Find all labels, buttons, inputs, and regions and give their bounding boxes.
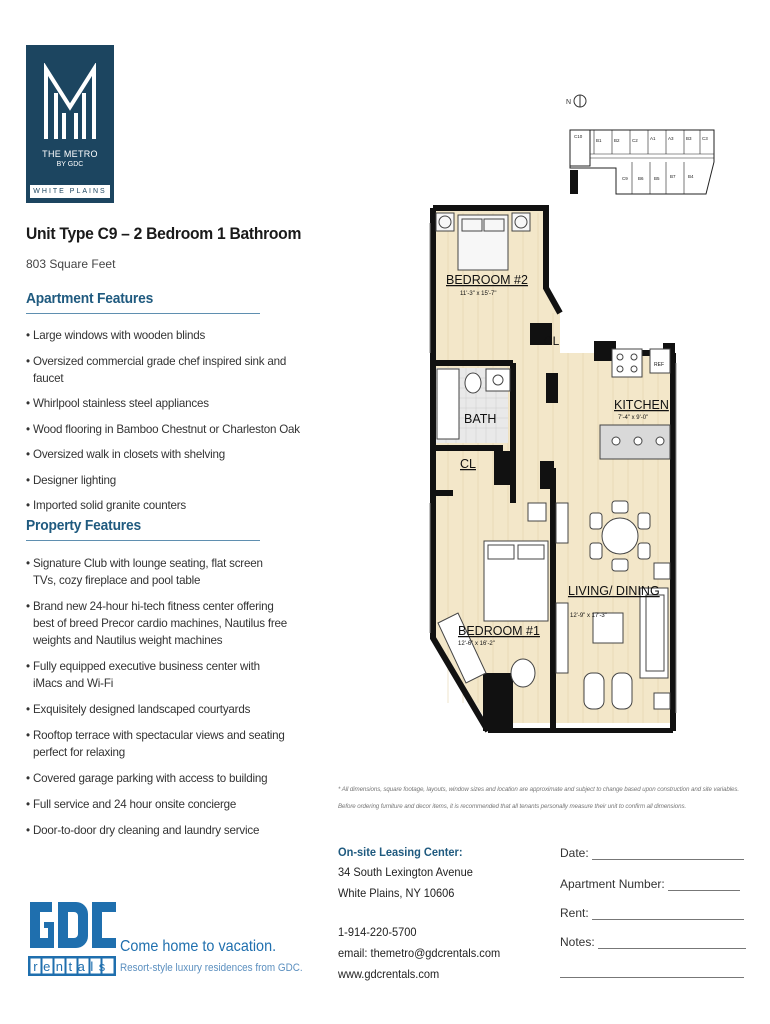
rent-label: Rent: [560, 906, 589, 920]
svg-text:C3: C3 [702, 136, 708, 141]
leasing-address-line2: White Plains, NY 10606 [338, 886, 455, 900]
logo-brand-line2: BY GDC [56, 161, 84, 168]
list-item: • Oversized walk in closets with shelving [26, 446, 306, 463]
logo-brand-line1: THE METRO [42, 149, 98, 159]
list-item: • Covered garage parking with access to building [26, 770, 288, 787]
gdc-tagline: Come home to vacation. [120, 938, 277, 955]
disclaimer-line2: Before ordering furniture and decor items, it is recommended that all tenants personally measure their unit to confirm all dimensions. [338, 803, 687, 810]
gdc-rentals-logo [26, 898, 118, 980]
notes-extra-line[interactable] [560, 964, 744, 978]
list-item: • Fully equipped executive business center with iMacs and Wi-Fi [26, 658, 288, 692]
list-item: • Exquisitely designed landscaped courtyards [26, 701, 288, 718]
svg-text:A3: A3 [668, 136, 674, 141]
key-plan-highlight [570, 170, 578, 194]
svg-text:N: N [566, 99, 572, 106]
leasing-address-line1: 34 South Lexington Avenue [338, 865, 473, 879]
svg-text:B6: B6 [638, 176, 644, 181]
bedroom-1-dims: 12'-6" x 16'-2" [458, 641, 495, 647]
closet-label: CL [460, 457, 476, 471]
unit-title: Unit Type C9 – 2 Bedroom 1 Bathroom [26, 224, 302, 243]
refrigerator-label: REF [654, 362, 664, 368]
list-item: • Rooftop terrace with spectacular views and seating perfect for relaxing [26, 727, 288, 761]
bedroom-1-label: BEDROOM #1 [458, 624, 540, 638]
logo-location: WHITE PLAINS [30, 185, 110, 198]
closet-label: CL [544, 334, 560, 348]
svg-text:B5: B5 [654, 176, 660, 181]
kitchen-label: KITCHEN [614, 398, 669, 412]
metro-logo [26, 45, 114, 203]
list-item: • Signature Club with lounge seating, flat screen TVs, cozy fireplace and pool table [26, 555, 288, 589]
leasing-center-heading: On-site Leasing Center: [338, 845, 463, 859]
bedroom-2-label: BEDROOM #2 [446, 273, 528, 287]
list-item: • Brand new 24-hour hi-tech fitness center offering best of breed Precor cardio machines, Nautilus free weights and Nautilus weight machines [26, 598, 288, 649]
list-item: • Full service and 24 hour onsite concierge [26, 796, 288, 813]
square-feet: 803 Square Feet [26, 257, 116, 271]
list-item: • Wood flooring in Bamboo Chestnut or Charleston Oak [26, 421, 306, 438]
notes-label: Notes: [560, 935, 595, 949]
svg-text:B1: B1 [596, 138, 602, 143]
svg-text:B7: B7 [670, 174, 676, 179]
list-item: • Designer lighting [26, 472, 306, 489]
gdc-subtagline: Resort-style luxury residences from GDC. [120, 962, 303, 974]
rent-field[interactable] [560, 906, 744, 920]
list-item: • Whirlpool stainless steel appliances [26, 395, 306, 412]
svg-text:C9: C9 [622, 176, 628, 181]
metro-m-monogram-icon [40, 63, 100, 143]
leasing-email[interactable]: email: themetro@gdcrentals.com [338, 946, 501, 960]
svg-text:C2: C2 [632, 138, 638, 143]
svg-text:B4: B4 [688, 174, 694, 179]
list-item: • Large windows with wooden blinds [26, 327, 306, 344]
building-key-plan [566, 128, 716, 198]
leasing-phone[interactable]: 1-914-220-5700 [338, 925, 417, 939]
list-item: • Door-to-door dry cleaning and laundry service [26, 822, 288, 839]
property-features-list [26, 555, 288, 839]
section-divider [26, 540, 260, 541]
notes-field[interactable] [560, 935, 746, 949]
leasing-website[interactable]: www.gdcrentals.com [338, 967, 440, 981]
north-arrow-icon [566, 92, 590, 110]
apartment-number-field[interactable] [560, 877, 740, 891]
list-item: • Oversized commercial grade chef inspired sink and faucet [26, 353, 306, 387]
svg-text:A1: A1 [650, 136, 656, 141]
apartment-number-label: Apartment Number: [560, 877, 665, 891]
apartment-features-heading: Apartment Features [26, 290, 154, 307]
date-field[interactable] [560, 846, 744, 860]
apartment-features-list [26, 327, 306, 514]
bath-label: BATH [464, 412, 497, 426]
date-label: Date: [560, 846, 589, 860]
kitchen-dims: 7'-4" x 9'-0" [618, 415, 649, 421]
living-dims: 12'-9" x 17'-3" [570, 613, 607, 619]
svg-text:B2: B2 [614, 138, 620, 143]
section-divider [26, 313, 260, 314]
unit-floor-plan [428, 203, 680, 733]
svg-text:C10: C10 [574, 134, 583, 139]
disclaimer-line1: * All dimensions, square footage, layouts, window sizes and location are approximate and subject to change based upon construction and site variables. [338, 786, 739, 793]
list-item: • Imported solid granite counters [26, 497, 306, 514]
property-features-heading: Property Features [26, 517, 141, 534]
gdc-rentals-wordmark: rentals [33, 959, 111, 974]
living-dining-label: LIVING/ DINING [568, 584, 660, 598]
svg-text:B3: B3 [686, 136, 692, 141]
bedroom-2-dims: 11'-3" x 15'-7" [460, 291, 497, 297]
